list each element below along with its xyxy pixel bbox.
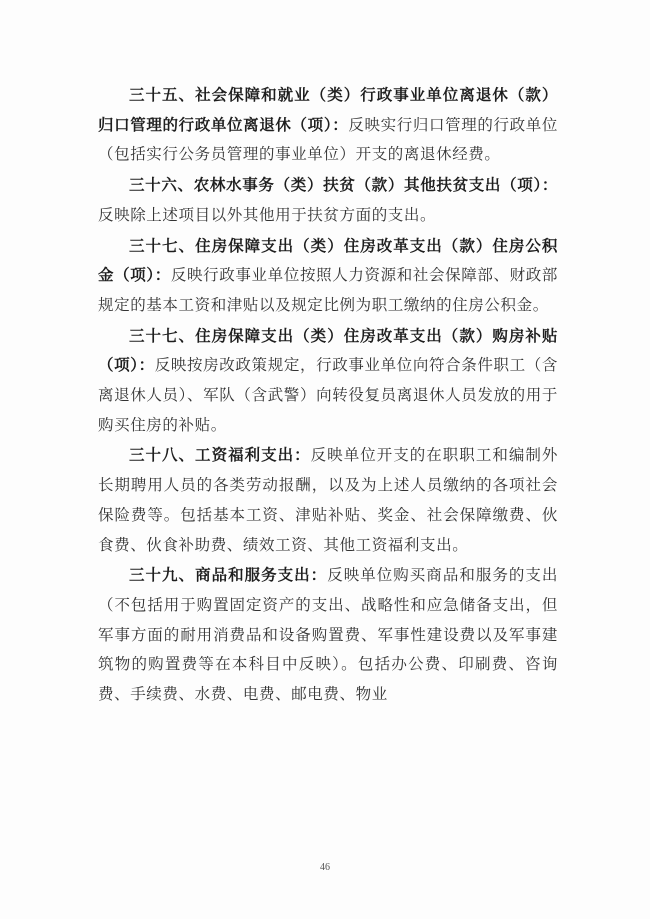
paragraph-37-housing-subsidy [98, 322, 558, 441]
paragraph-heading: 三十八、工资福利支出： [129, 446, 311, 465]
paragraph-39 [98, 561, 558, 710]
paragraph-text: 反映行政事业单位按照人力资源和社会保障部、财政部规定的基本工资和津贴以及规定比例为职工缴纳的住房公积金。 [98, 266, 558, 314]
paragraph-heading: 三十七、住房保障支出（类）住房改革支出（款）购房补贴（项）： [98, 326, 558, 375]
paragraph-text: 反映实行归口管理的行政单位（包括实行公务员管理的事业单位）开支的离退休经费。 [98, 115, 558, 164]
paragraph-heading: 三十七、住房保障支出（类）住房改革支出（款）住房公积金（项）： [98, 236, 558, 285]
paragraph-heading: 三十九、商品和服务支出： [129, 566, 328, 585]
document-body [98, 81, 558, 711]
paragraph-38 [98, 441, 558, 560]
paragraph-text: 反映单位购买商品和服务的支出（不包括用于购置固定资产的支出、战略性和应急储备支出，但军事方面的耐用消费品和设备购置费、军事性建设费以及军事建筑物的购置费等在本科目中反映）。包括办公费、印刷费、咨询费、手续费、水费、电费、邮电费、物业 [98, 566, 559, 704]
page-number: 46 [320, 862, 330, 873]
paragraph-heading: 三十六、农林水事务（类）扶贫（款）其他扶贫支出（项）： [129, 176, 558, 195]
paragraph-text: 反映除上述项目以外其他用于扶贫方面的支出。 [98, 205, 437, 224]
paragraph-text: 反映按房改政策规定，行政事业单位向符合条件职工（含离退休人员）、军队（含武警）向转役复员离退休人员发放的用于购买住房的补贴。 [98, 356, 558, 434]
paragraph-heading: 三十五、社会保障和就业（类）行政事业单位离退休（款）归口管理的行政单位离退休（项）： [98, 86, 558, 134]
paragraph-36 [98, 171, 558, 230]
paragraph-text: 反映单位开支的在职职工和编制外长期聘用人员的各类劳动报酬，以及为上述人员缴纳的各项社会保险费等。包括基本工资、津贴补贴、奖金、社会保障缴费、伙食费、伙食补助费、绩效工资、其他工资福利支出。 [98, 446, 558, 554]
paragraph-35 [98, 81, 558, 170]
paragraph-37-housing-fund [98, 232, 558, 321]
